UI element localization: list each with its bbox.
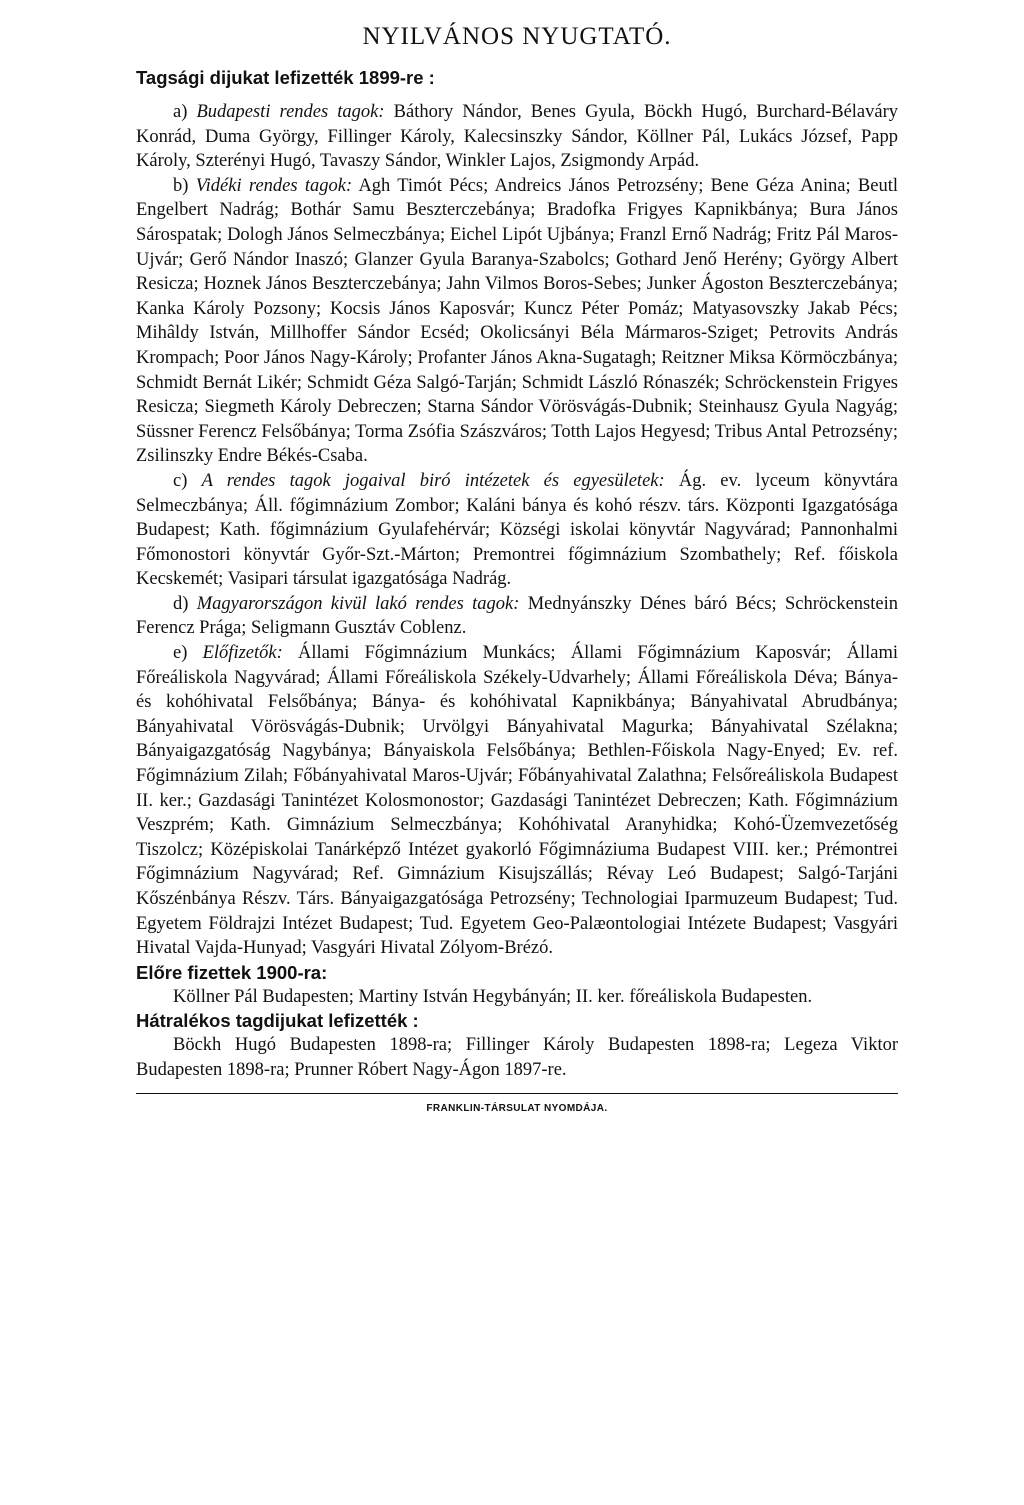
printer-imprint: FRANKLIN-TÁRSULAT NYOMDÁJA. xyxy=(426,1102,608,1114)
item-label: b) xyxy=(173,175,189,196)
paragraph-subscribers xyxy=(136,641,898,961)
paragraph-arrears: Böckh Hugó Budapesten 1898-ra; Fillinger Károly Budapesten 1898-ra; Legeza Viktor Budapesten 1898-ra; Prunner Róbert Nagy-Ágon 1897-re. xyxy=(136,1035,898,1080)
section-heading-prepaid-1900: Előre fizettek 1900-ra: xyxy=(136,961,328,983)
category-lead: Vidéki rendes tagok: xyxy=(195,175,353,196)
member-list: Mednyánszky Dénes báró Bécs; Schröckenstein Ferencz Prága; Seligmann Gusztáv Coblenz. xyxy=(136,593,898,639)
paragraph-foreign-members xyxy=(136,592,898,641)
member-list: Báthory Nándor, Benes Gyula, Böckh Hugó, Burchard-Bélaváry Konrád, Duma György, Fillinger Károly, Kalecsinszky Sándor, Köllner Pál, Lukács József, Papp Károly, Szterényi Hugó, Tavaszy Sándor, Winkler Lajos, Zsigmondy Arpád. xyxy=(136,102,899,172)
paragraph-budapest-members xyxy=(136,100,898,174)
paragraph-institutions xyxy=(136,469,898,592)
member-list: Agh Timót Pécs; Andreics János Petrozsény; Bene Géza Anina; Beutl Engelbert Nadrág; Bothár Samu Beszterczebánya; Bradofka Frigyes Kapnikbánya; Bura János Sárospatak; Dologh János Selmeczbánya; Eichel Lipót Ujbánya; Franzl Ernő Nadrág; Fritz Pál Maros-Ujvár; Gerő Nándor Inaszó; Glanzer Gyula Baranya-Szabolcs; Gothard Jenő Herény; György Albert Resicza; Hoznek János Beszterczebánya; Jahn Vilmos Boros-Sebes; Junker Ágoston Beszterczebánya; Kanka Károly Pozsony; Kocsis János Kaposvár; Kuncz Péter Pomáz; Matyasovszky Jakab Pécs; Mihâldy István, Millhoffer Sándor Ecséd; Okolicsányi Béla Mármaros-Sziget; Petrovits András Krompach; Poor János Nagy-Károly; Profanter János Akna-Sugatagh; Reitzner Miksa Körmöczbánya; Schmidt Bernát Likér; Schmidt Géza Salgó-Tarján; Schmidt László Rónaszék; Schröckenstein Frigyes Resicza; Siegmeth Károly Debreczen; Starna Sándor Vörösvágás-Dubnik; Steinhausz Gyula Nagyág; Süssner Ferencz Felsőbánya; Torma Zsófia Szászváros; Totth Lajos Hegyesd; Tribus Antal Petrozsény; Zsilinszky Endre Békés-Csaba. xyxy=(136,175,898,467)
category-lead: A rendes tagok jogaival biró intézetek és egyesületek: xyxy=(201,470,665,491)
divider-rule xyxy=(136,1093,898,1094)
paragraph-prepaid: Köllner Pál Budapesten; Martiny István Hegybányán; II. ker. főreáliskola Budapesten. xyxy=(173,986,813,1007)
paragraph-provincial-members xyxy=(136,174,898,469)
category-lead: Magyarországon kivül lakó rendes tagok: xyxy=(196,593,520,614)
item-label: a) xyxy=(173,102,188,122)
section-heading-arrears: Hátralékos tagdijukat lefizették : xyxy=(136,1010,419,1032)
item-label: e) xyxy=(173,643,188,664)
category-lead: Budapesti rendes tagok: xyxy=(196,102,385,122)
section-heading-dues-1899: Tagsági dijukat lefizették 1899-re : xyxy=(136,67,435,88)
member-list: Állami Főgimnázium Munkács; Állami Főgimnázium Kaposvár; Állami Főreáliskola Nagyvárad; Állami Főreáliskola Székely-Udvarhely; Állami Főreáliskola Déva; Bánya- és kohóhivatal Felsőbánya; Bánya- és kohóhivatal Kapnikbánya; Bányahivatal Abrudbánya; Bányahivatal Vörösvágás-Dubnik; Urvölgyi Bányahivatal Magurka; Bányahivatal Szélakna; Bányaigazgatóság Nagybánya; Bányaiskola Felsőbánya; Bethlen-Főiskola Nagy-Enyed; Ev. ref. Főgimnázium Zilah; Főbányahivatal Maros-Ujvár; Főbányahivatal Zalathna; Felsőreáliskola Budapest II. ker.; Gazdasági Tanintézet Kolosmonostor; Gazdasági Tanintézet Debreczen; Kath. Főgimnázium Veszprém; Kath. Gimnázium Selmeczbánya; Kohóhivatal Aranyhidka; Kohó-Üzemvezetőség Tiszolcz; Középiskolai Tanárképző Intézet gyakorló Főgimnáziuma Budapest VIII. ker.; Prémontrei Főgimnázium Nagyvárad; Ref. Gimnázium Kisujszállás; Révay Leó Budapest; Salgó-Tarjáni Kőszénbánya Részv. Társ. Bányaigazgatósága Petrozsény; Technologiai Iparmuzeum Budapest; Tud. Egyetem Földrajzi Intézet Budapest; Tud. Egyetem Geo-Palæontologiai Intézete Budapest; Vasgyári Hivatal Vajda-Hunyad; Vasgyári Hivatal Zólyom-Brézó. xyxy=(136,643,899,959)
page-title: NYILVÁNOS NYUGTATÓ. xyxy=(362,23,672,50)
member-list: Ág. ev. lyceum könyvtára Selmeczbánya; Áll. főgimnázium Zombor; Kaláni bánya és kohó részv. társ. Központi Igazgatósága Budapest; Kath. főgimnázium Gyulafehérvár; Községi iskolai könyvtár Nagyvárad; Pannonhalmi Főmonostori könyvtár Győr-Szt.-Márton; Premontrei főgimnázium Szombathely; Ref. főiskola Kecskemét; Vasipari társulat igazgatósága Nadrág. xyxy=(136,470,899,590)
category-lead: Előfizetők: xyxy=(202,643,283,664)
item-label: c) xyxy=(173,470,188,491)
item-label: d) xyxy=(173,593,189,614)
